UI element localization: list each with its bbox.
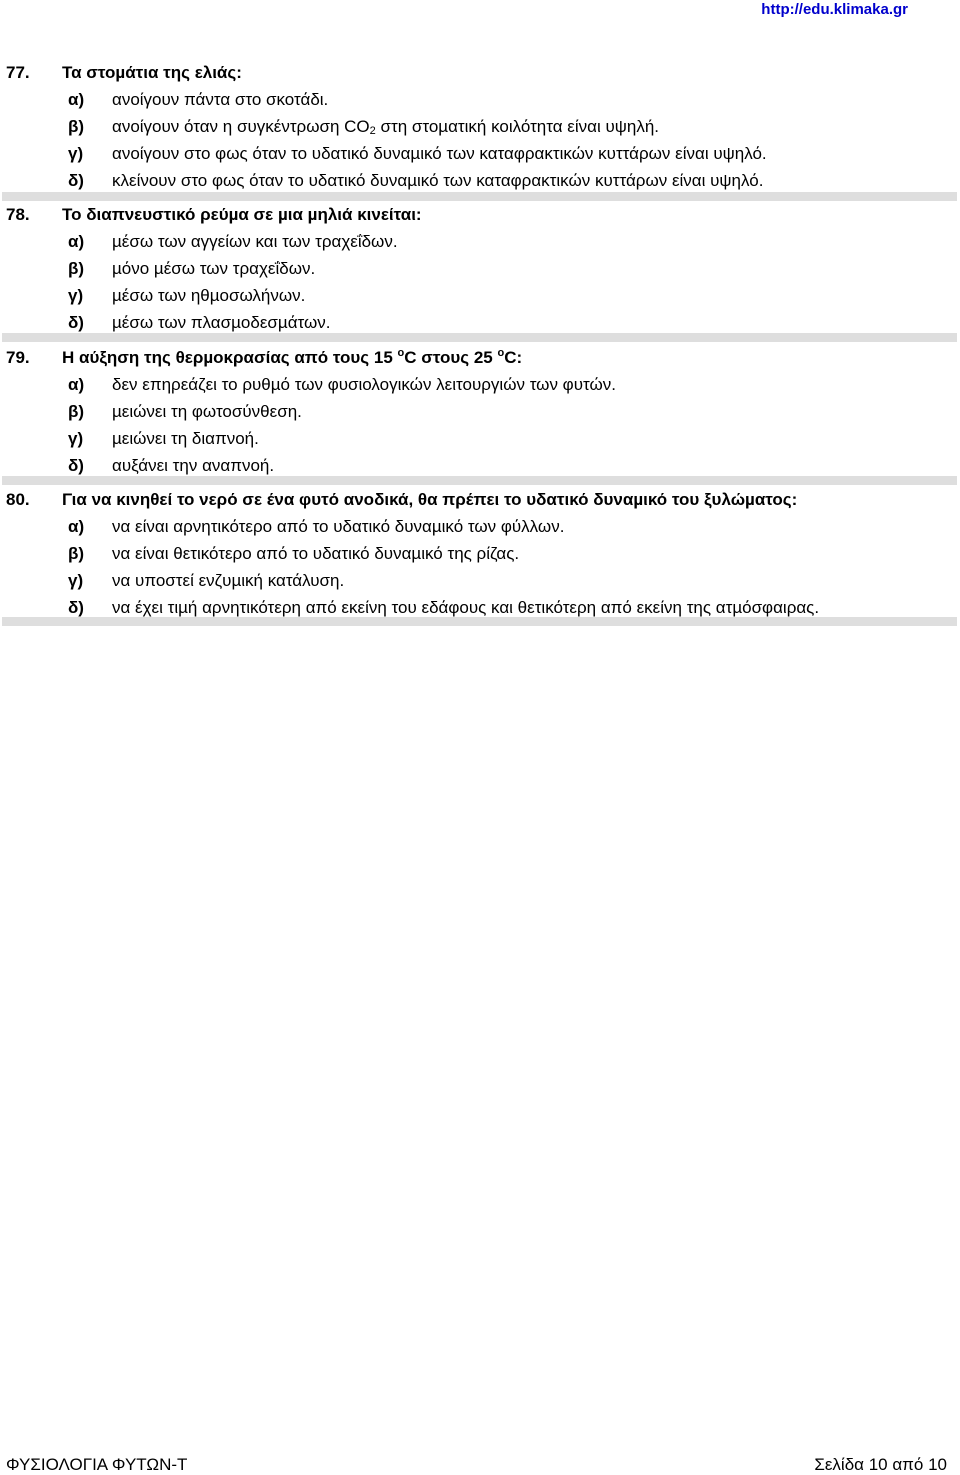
separator-bar bbox=[2, 192, 957, 201]
site-url-link[interactable]: http://edu.klimaka.gr bbox=[761, 1, 908, 18]
question-header bbox=[0, 201, 960, 228]
option-letter: γ) bbox=[68, 429, 84, 448]
option-text bbox=[112, 113, 659, 140]
option-row bbox=[0, 282, 960, 309]
question-header bbox=[0, 486, 960, 513]
option-row bbox=[0, 113, 960, 140]
option-text: να είναι θετικότερο από το υδατικό δυναµικό της ρίζας. bbox=[112, 544, 520, 563]
option-letter: β) bbox=[68, 259, 85, 278]
option-letter: α) bbox=[68, 517, 85, 536]
separator-bar bbox=[2, 476, 957, 485]
question-number: 79. bbox=[6, 348, 30, 367]
option-letter: δ) bbox=[68, 313, 84, 332]
option-text: µέσω των πλασµοδεσµάτων. bbox=[112, 313, 331, 332]
option-text: αυξάνει την αναπνοή. bbox=[112, 456, 275, 475]
option-letter: α) bbox=[68, 90, 85, 109]
option-row bbox=[0, 452, 960, 479]
question-header bbox=[0, 59, 960, 86]
footer-title: ΦΥΣΙΟΛΟΓΙΑ ΦΥΤΩΝ-Τ bbox=[6, 1455, 188, 1474]
option-text: κλείνουν στο φως όταν το υδατικό δυναµικό των καταφρακτικών κυττάρων είναι υψηλό. bbox=[112, 171, 764, 190]
option-row bbox=[0, 540, 960, 567]
option-letter: β) bbox=[68, 544, 85, 563]
option-letter: γ) bbox=[68, 286, 84, 305]
question-header bbox=[0, 344, 960, 371]
option-row bbox=[0, 167, 960, 194]
option-letter: δ) bbox=[68, 456, 84, 475]
option-text: να είναι αρνητικότερο από το υδατικό δυναµικό των φύλλων. bbox=[112, 517, 565, 536]
option-text: µέσω των αγγείων και των τραχεΐδων. bbox=[112, 232, 398, 251]
question-text: Το διαπνευστικό ρεύµα σε µια µηλιά κινείται: bbox=[62, 205, 422, 224]
option-letter: α) bbox=[68, 375, 85, 394]
question-79 bbox=[0, 344, 960, 479]
co2-subscript: 2 bbox=[369, 125, 376, 137]
option-text: µειώνει τη φωτοσύνθεση. bbox=[112, 402, 302, 421]
option-row bbox=[0, 309, 960, 336]
question-text-part: Η αύξηση της θερµοκρασίας από τους 15 bbox=[62, 348, 398, 367]
question-text-part: C: bbox=[504, 348, 523, 367]
option-text: ανοίγουν πάντα στο σκοτάδι. bbox=[112, 90, 329, 109]
option-row bbox=[0, 255, 960, 282]
separator-bar bbox=[2, 617, 957, 626]
option-row bbox=[0, 425, 960, 452]
option-text: δεν επηρεάζει το ρυθµό των φυσιολογικών λειτουργιών των φυτών. bbox=[112, 375, 616, 394]
question-text bbox=[62, 344, 522, 371]
degree-superscript: ο bbox=[497, 347, 505, 359]
page-number: Σελίδα 10 από 10 bbox=[814, 1455, 947, 1474]
option-row bbox=[0, 86, 960, 113]
option-letter: δ) bbox=[68, 171, 84, 190]
option-row bbox=[0, 567, 960, 594]
option-letter: δ) bbox=[68, 598, 84, 617]
option-row bbox=[0, 140, 960, 167]
option-letter: γ) bbox=[68, 144, 84, 163]
question-text: Τα στοµάτια της ελιάς: bbox=[62, 63, 242, 82]
option-text: µέσω των ηθµοσωλήνων. bbox=[112, 286, 306, 305]
option-text: µόνο µέσω των τραχεΐδων. bbox=[112, 259, 316, 278]
option-row bbox=[0, 371, 960, 398]
question-number: 80. bbox=[6, 490, 30, 509]
question-80 bbox=[0, 486, 960, 621]
question-number: 77. bbox=[6, 63, 30, 82]
option-letter: β) bbox=[68, 117, 85, 136]
question-number: 78. bbox=[6, 205, 30, 224]
option-text-part: ανοίγουν όταν η συγκέντρωση CO bbox=[112, 117, 370, 136]
option-letter: α) bbox=[68, 232, 85, 251]
separator-bar bbox=[2, 333, 957, 342]
question-78 bbox=[0, 201, 960, 336]
option-text: να έχει τιµή αρνητικότερη από εκείνη του εδάφους και θετικότερη από εκείνη της ατµόσφαιρας. bbox=[112, 598, 820, 617]
question-77 bbox=[0, 59, 960, 194]
option-row bbox=[0, 398, 960, 425]
question-text: Για να κινηθεί το νερό σε ένα φυτό ανοδικά, θα πρέπει το υδατικό δυναµικό του ξυλώµατος: bbox=[62, 490, 798, 509]
question-text-part: C στους 25 bbox=[404, 348, 498, 367]
option-text-part: στη στοµατική κοιλότητα είναι υψηλή. bbox=[375, 117, 660, 136]
option-text: µειώνει τη διαπνοή. bbox=[112, 429, 259, 448]
option-text: να υποστεί ενζυµική κατάλυση. bbox=[112, 571, 345, 590]
option-text: ανοίγουν στο φως όταν το υδατικό δυναµικό των καταφρακτικών κυττάρων είναι υψηλό. bbox=[112, 144, 767, 163]
option-letter: γ) bbox=[68, 571, 84, 590]
option-row bbox=[0, 513, 960, 540]
option-row bbox=[0, 228, 960, 255]
degree-superscript: ο bbox=[397, 347, 405, 359]
option-letter: β) bbox=[68, 402, 85, 421]
